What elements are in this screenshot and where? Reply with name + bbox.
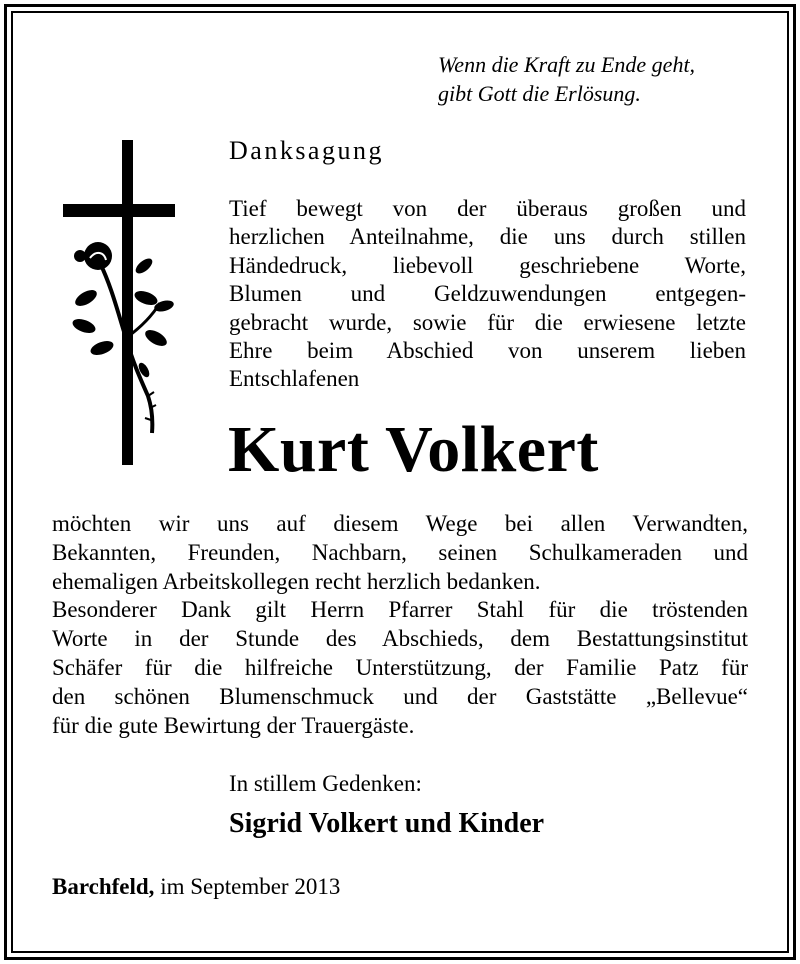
cross-with-rose-icon <box>60 138 180 468</box>
motto <box>438 50 758 108</box>
body-line: für die gute Bewirtung der Trauergäste. <box>52 712 415 738</box>
intro-line: herzlichen Anteilnahme, die uns durch stillen <box>229 224 746 250</box>
body-line: den schönen Blumenschmuck und der Gaststätte „Bellevue“ <box>52 683 748 709</box>
intro-line: gebracht wurde, sowie für die erwiesene letzte <box>229 309 746 335</box>
memory-line: In stillem Gedenken: <box>229 771 422 796</box>
body-line: Worte in der Stunde des Abschieds, dem Bestattungsinstitut <box>52 626 748 652</box>
motto-line-2: gibt Gott die Erlösung. <box>438 81 641 106</box>
place-date <box>52 874 340 900</box>
intro-paragraph <box>229 195 746 394</box>
heading: Danksagung <box>229 136 384 165</box>
body-line: Bekannten, Freunden, Nachbarn, seinen Schulkameraden und <box>52 539 748 565</box>
intro-line: Ehre beim Abschied von unserem lieben <box>229 338 746 364</box>
place: Barchfeld, <box>52 874 155 899</box>
body-line: möchten wir uns auf diesem Wege bei allen Verwandten, <box>52 511 748 536</box>
thanks-paragraph <box>52 510 748 740</box>
signers: Sigrid Volkert und Kinder <box>229 808 545 839</box>
body-line: Schäfer für die hilfreiche Unterstützung, der Familie Patz für <box>52 654 748 680</box>
deceased-name: Kurt Volkert <box>228 413 599 486</box>
motto-line-1: Wenn die Kraft zu Ende geht, <box>438 52 696 77</box>
intro-line: Tief bewegt von der überaus großen und <box>229 196 746 221</box>
body-line: ehemaligen Arbeitskollegen recht herzlich bedanken. <box>52 568 541 594</box>
date: im September 2013 <box>160 874 341 899</box>
intro-line: Entschlafenen <box>229 366 360 392</box>
intro-line: Blumen und Geldzuwendungen entgegen- <box>229 281 746 307</box>
body-line: Besonderer Dank gilt Herrn Pfarrer Stahl für die tröstenden <box>52 597 748 623</box>
intro-line: Händedruck, liebevoll geschriebene Worte, <box>229 252 746 278</box>
